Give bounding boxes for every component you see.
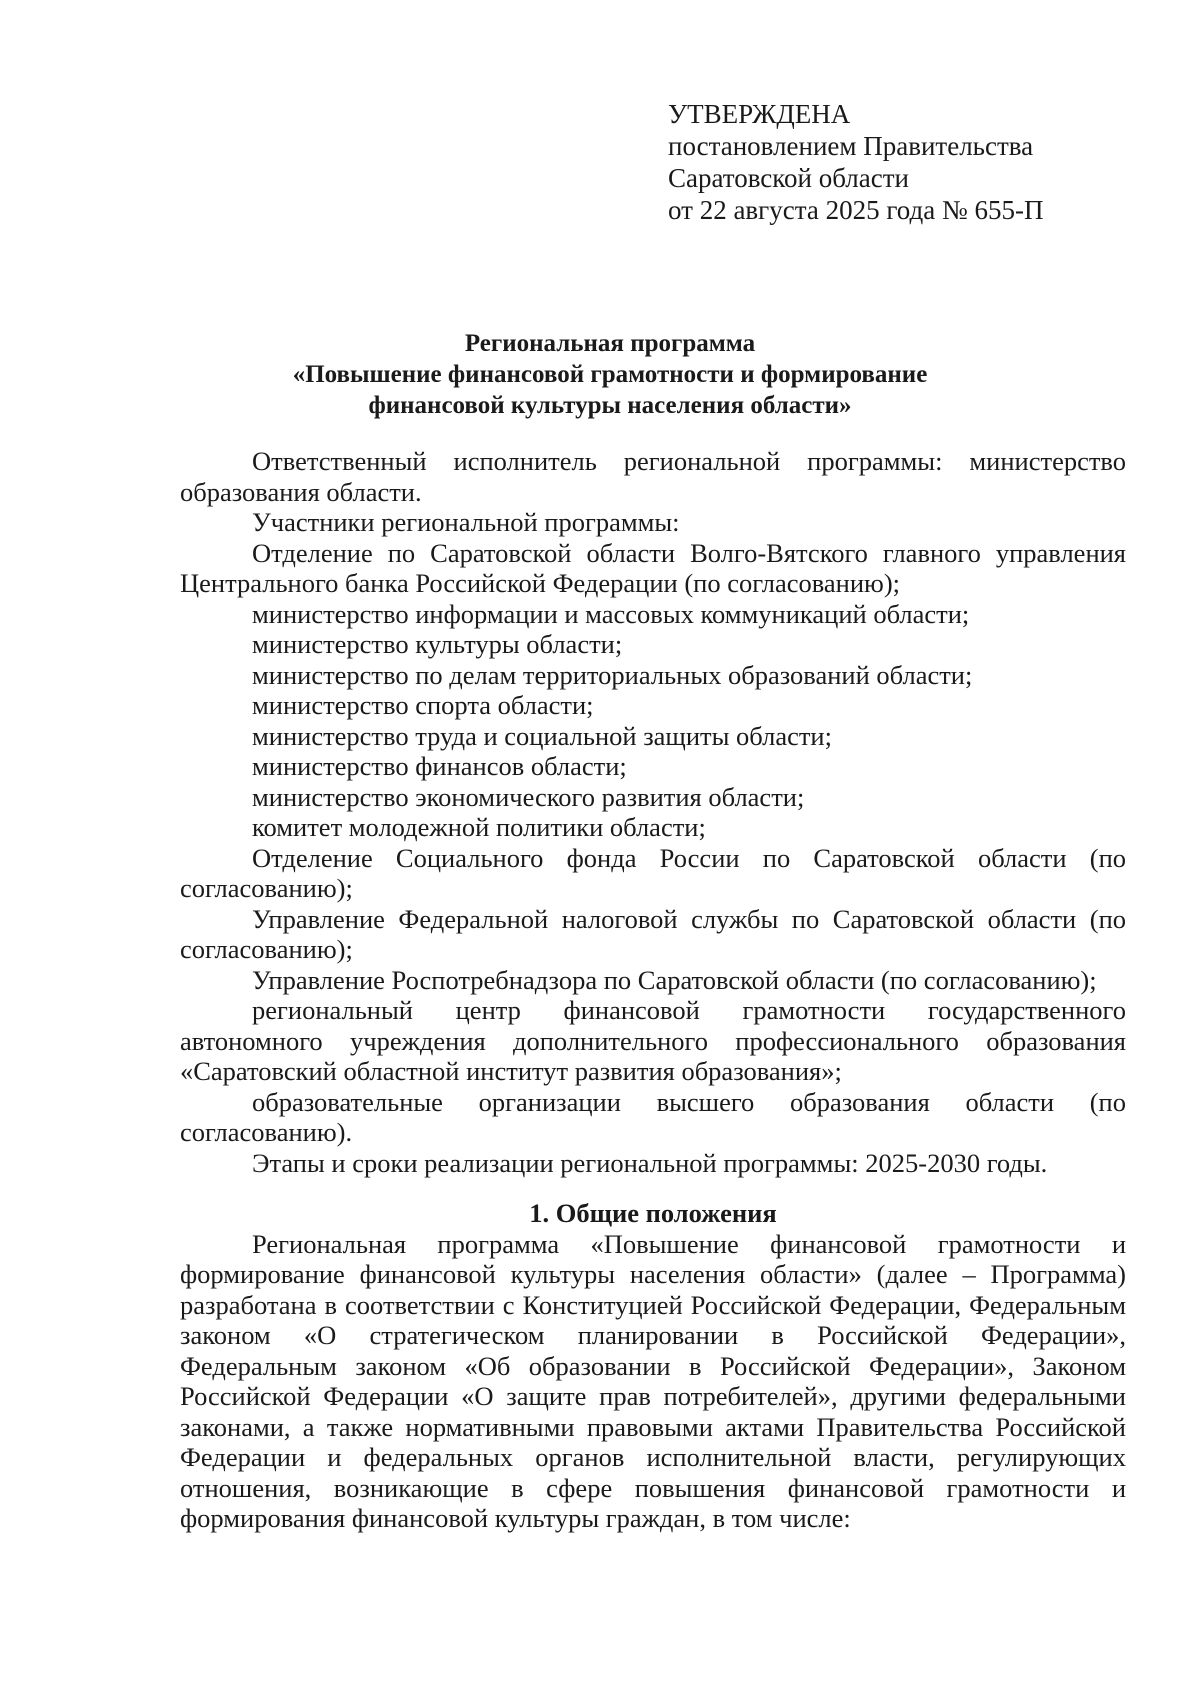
participant-item: региональный центр финансовой грамотности государственного автономного учреждения дополнительного профессионального образования «Саратовский областной институт развития образования»; xyxy=(180,995,1126,1086)
participant-item: Отделение Социального фонда России по Саратовской области (по согласованию); xyxy=(180,842,1126,903)
title-line-3: финансовой культуры населения области» xyxy=(368,392,852,419)
participant-item: министерство информации и массовых коммуникаций области; xyxy=(252,598,970,629)
participant-item: Управление Федеральной налоговой службы по Саратовской области (по согласованию); xyxy=(180,903,1126,964)
approval-line-resolution: постановлением Правительства xyxy=(668,131,1034,161)
document-title xyxy=(180,328,1040,421)
participant-item: министерство спорта области; xyxy=(252,690,594,720)
paragraph-responsible-executor: Ответственный исполнитель региональной программы: министерство образования области. xyxy=(180,446,1126,507)
participant-item: образовательные организации высшего образования области (по согласованию). xyxy=(180,1086,1126,1147)
approval-line-region: Саратовской области xyxy=(668,163,909,193)
participant-item: министерство по делам территориальных образований области; xyxy=(252,659,973,690)
participant-item: министерство финансов области; xyxy=(252,751,627,781)
participant-item: Управление Роспотребнадзора по Саратовской области (по согласованию); xyxy=(252,964,1097,995)
title-line-2: «Повышение финансовой грамотности и формирование xyxy=(292,361,928,388)
approval-line-approved: УТВЕРЖДЕНА xyxy=(668,99,851,129)
participant-item: министерство культуры области; xyxy=(252,629,623,659)
approval-block xyxy=(668,98,1148,226)
approval-line-date-number: от 22 августа 2025 года № 655-П xyxy=(668,195,1044,225)
paragraph-stages-terms: Этапы и сроки реализации региональной программы: 2025-2030 годы. xyxy=(252,1147,1048,1178)
paragraph-general-provisions: Региональная программа «Повышение финансовой грамотности и формирование финансовой культуры населения области» (далее – Программа) разработана в соответствии с Конституцией Российской Федерации, Федеральным законом «О стратегическом планировании в Российской Федерации», Федеральным законом «Об образовании в Российской Федерации», Законом Российской Федерации «О защите прав потребителей», другими федеральными законами, а также нормативными правовыми актами Правительства Российской Федерации и федеральных органов исполнительной власти, регулирующих отношения, возникающие в сфере повышения финансовой грамотности и формирования финансовой культуры граждан, в том числе: xyxy=(180,1228,1126,1533)
paragraph-participants-heading: Участники региональной программы: xyxy=(252,507,680,537)
participant-item: министерство труда и социальной защиты области; xyxy=(252,720,832,751)
title-line-1: Региональная программа xyxy=(464,330,756,357)
section-heading-general-provisions: 1. Общие положения xyxy=(529,1198,777,1228)
participant-item: комитет молодежной политики области; xyxy=(252,812,706,842)
participant-item: Отделение по Саратовской области Волго-Вятского главного управления Центрального банка Российской Федерации (по согласованию); xyxy=(180,537,1126,598)
participant-item: министерство экономического развития области; xyxy=(252,781,805,812)
document-body xyxy=(180,446,1126,1534)
